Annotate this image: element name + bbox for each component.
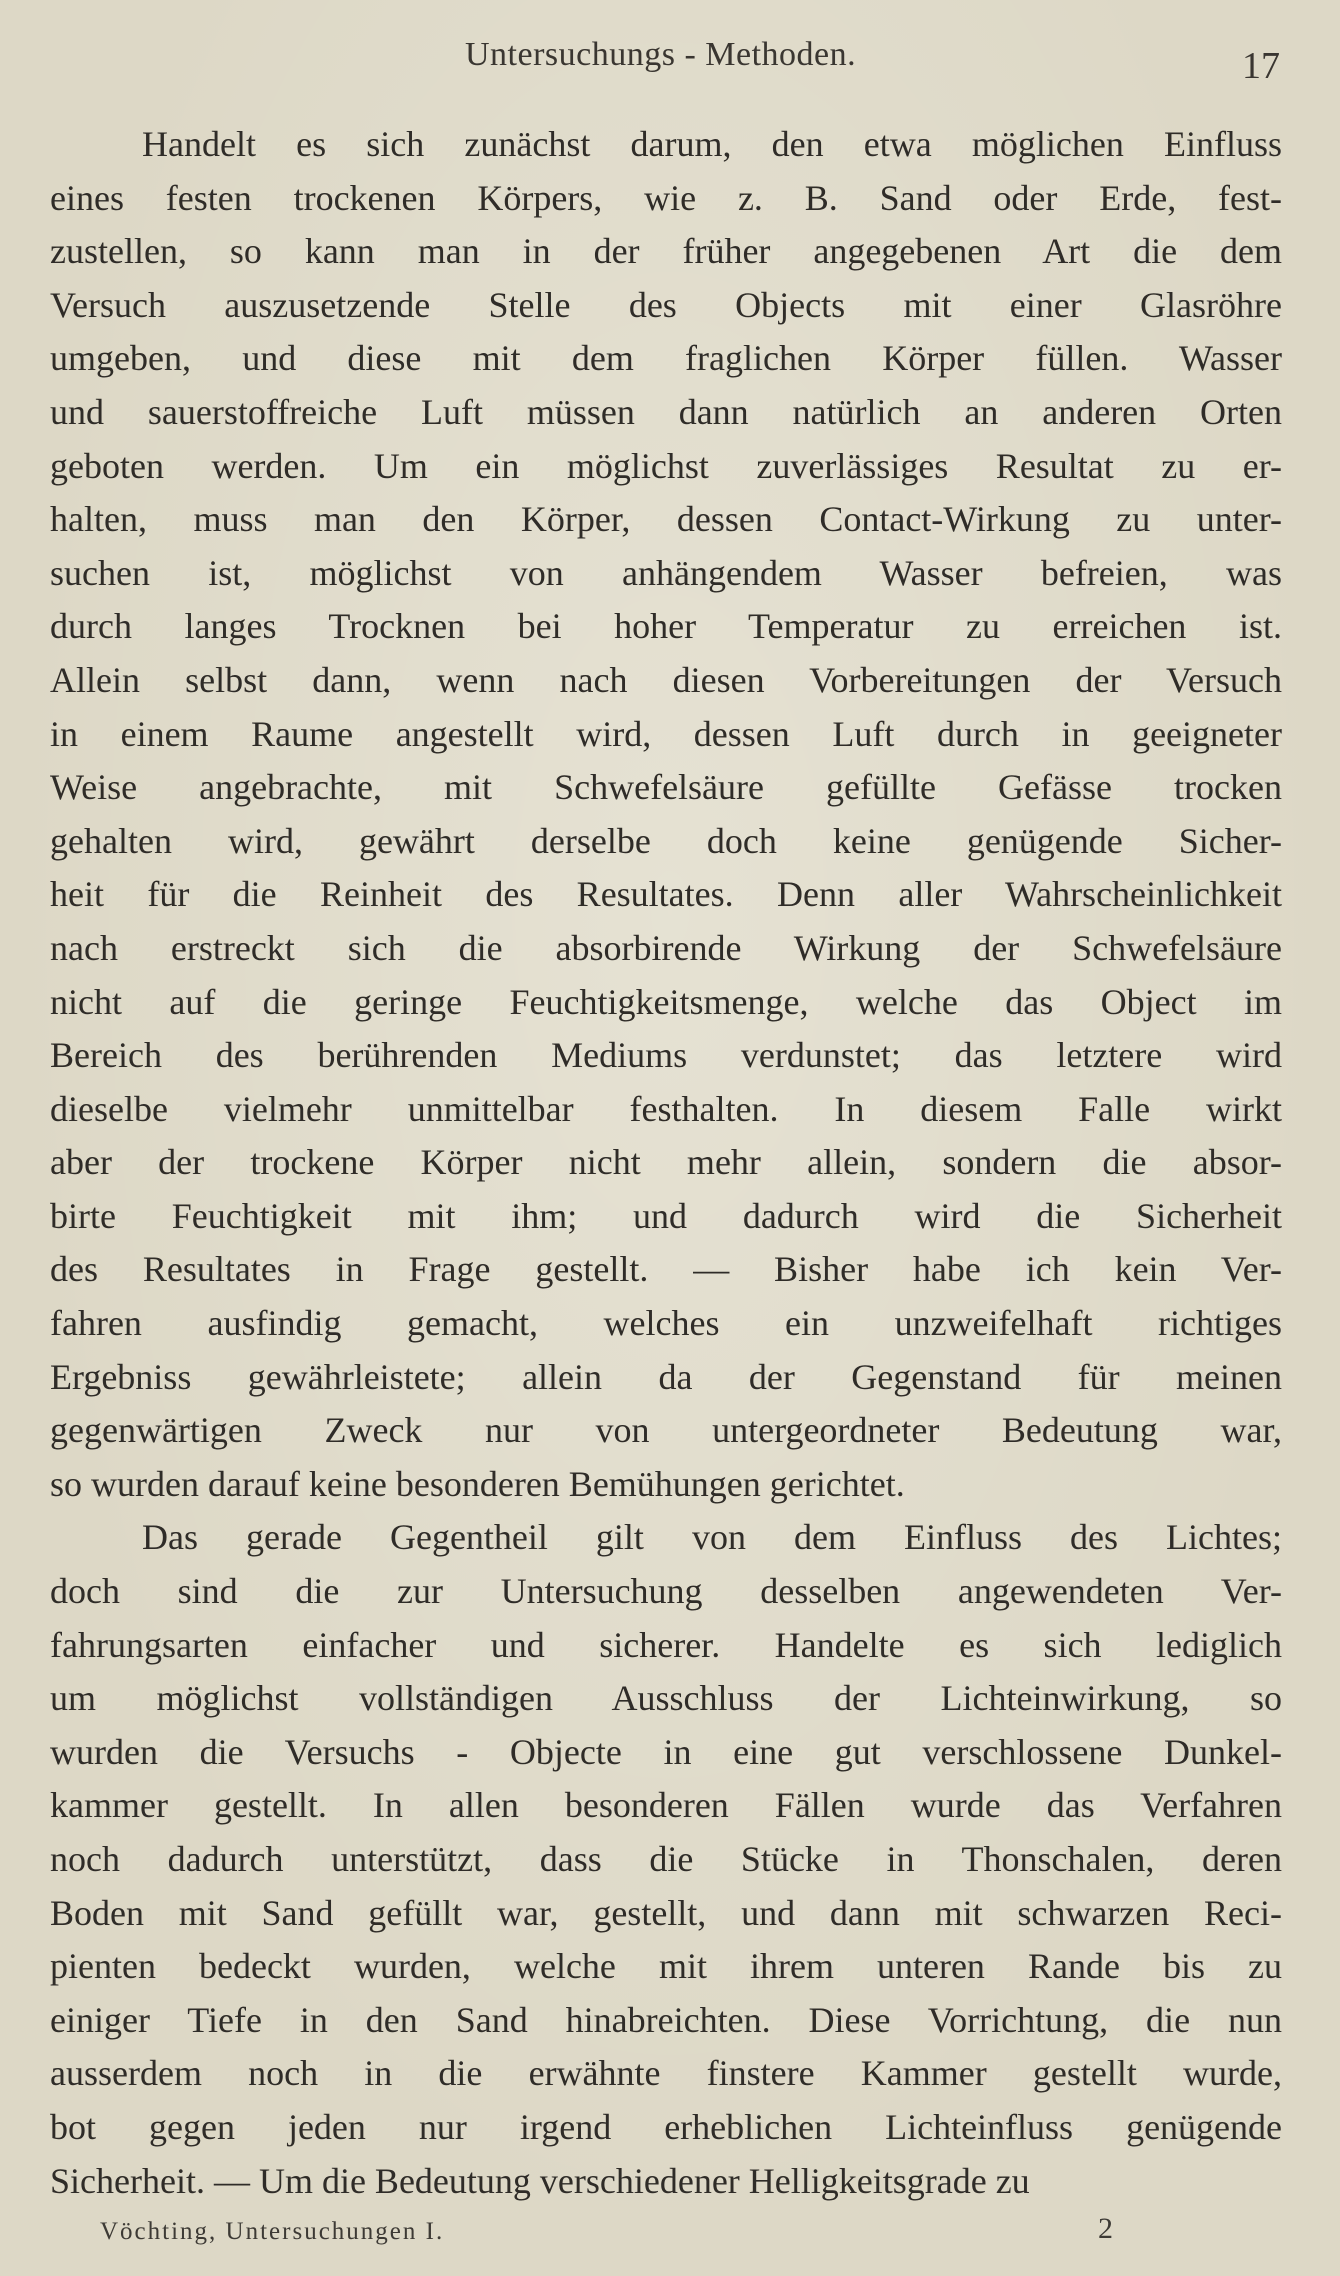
text-line: noch dadurch unterstützt, dass die Stücke in Thonschalen, deren xyxy=(50,1839,1282,1879)
text-line: suchen ist, möglichst von anhängendem Wasser befreien, was xyxy=(50,552,1282,593)
text-line: Handelt es sich zunächst darum, den etwa möglichen Einfluss xyxy=(142,124,1282,164)
text-line: des Resultates in Frage gestellt. — Bisher habe ich kein Ver- xyxy=(50,1249,1282,1290)
running-title: Untersuchungs - Methoden. xyxy=(465,36,857,73)
text-line: fahrungsarten einfacher und sicherer. Handelte es sich lediglich xyxy=(50,1624,1282,1665)
paragraph-soil-contact xyxy=(50,118,1282,1511)
text-line: Allein selbst dann, wenn nach diesen Vorbereitungen der Versuch xyxy=(50,659,1282,700)
paragraph-light-influence xyxy=(50,1511,1282,2208)
text-line: eines festen trockenen Körpers, wie z. B. Sand oder Erde, fest- xyxy=(50,177,1282,218)
body-text xyxy=(50,118,1282,2208)
text-line: so wurden darauf keine besonderen Bemühungen gerichtet. xyxy=(50,1463,905,1504)
text-line: Bereich des berührenden Mediums verdunstet; das letztere wird xyxy=(50,1035,1282,1076)
text-line: gehalten wird, gewährt derselbe doch keine genügende Sicher- xyxy=(50,820,1282,861)
running-head xyxy=(0,32,1340,92)
text-line: bot gegen jeden nur irgend erheblichen Lichteinfluss genügende xyxy=(50,2106,1282,2147)
text-line: geboten werden. Um ein möglichst zuverlässiges Resultat zu er- xyxy=(50,445,1282,486)
text-line: pienten bedeckt wurden, welche mit ihrem unteren Rande bis zu xyxy=(50,1946,1282,1987)
text-line: in einem Raume angestellt wird, dessen Luft durch in geeigneter xyxy=(50,713,1282,754)
text-line: durch langes Trocknen bei hoher Temperatur zu erreichen ist. xyxy=(50,606,1282,647)
text-line: ausserdem noch in die erwähnte finstere Kammer gestellt wurde, xyxy=(50,2053,1282,2094)
text-line: aber der trockene Körper nicht mehr allein, sondern die absor- xyxy=(50,1142,1282,1183)
text-line: halten, muss man den Körper, dessen Contact-Wirkung zu unter- xyxy=(50,499,1282,540)
text-line: Boden mit Sand gefüllt war, gestellt, und dann mit schwarzen Reci- xyxy=(50,1892,1282,1933)
text-line: dieselbe vielmehr unmittelbar festhalten. In diesem Falle wirkt xyxy=(50,1088,1282,1129)
text-line: Das gerade Gegentheil gilt von dem Einfluss des Lichtes; xyxy=(142,1517,1282,1558)
text-line: heit für die Reinheit des Resultates. Denn aller Wahrscheinlichkeit xyxy=(50,874,1282,915)
text-line: Sicherheit. — Um die Bedeutung verschiedener Helligkeitsgrade zu xyxy=(50,2160,1030,2201)
text-line: nach erstreckt sich die absorbirende Wirkung der Schwefelsäure xyxy=(50,927,1282,968)
text-line: und sauerstoffreiche Luft müssen dann natürlich an anderen Orten xyxy=(50,391,1282,432)
text-line: nicht auf die geringe Feuchtigkeitsmenge, welche das Object im xyxy=(50,981,1282,1022)
text-line: kammer gestellt. In allen besonderen Fällen wurde das Verfahren xyxy=(50,1785,1282,1826)
sheet-number: 2 xyxy=(1098,2212,1113,2245)
text-line: umgeben, und diese mit dem fraglichen Körper füllen. Wasser xyxy=(50,338,1282,379)
page-number: 17 xyxy=(1242,45,1280,87)
text-line: gegenwärtigen Zweck nur von untergeordneter Bedeutung war, xyxy=(50,1410,1282,1451)
text-line: einiger Tiefe in den Sand hinabreichten. Diese Vorrichtung, die nun xyxy=(50,1999,1282,2040)
footer-signature: Vöchting, Untersuchungen I. xyxy=(100,2218,445,2245)
text-line: um möglichst vollständigen Ausschluss der Lichteinwirkung, so xyxy=(50,1678,1282,1719)
text-line: wurden die Versuchs - Objecte in eine gut verschlossene Dunkel- xyxy=(50,1731,1282,1772)
text-line: fahren ausfindig gemacht, welches ein unzweifelhaft richtiges xyxy=(50,1303,1282,1344)
text-line: birte Feuchtigkeit mit ihm; und dadurch wird die Sicherheit xyxy=(50,1195,1282,1236)
page-footer xyxy=(0,2212,1340,2258)
text-line: doch sind die zur Untersuchung desselben angewendeten Ver- xyxy=(50,1571,1282,1612)
text-line: Weise angebrachte, mit Schwefelsäure gefüllte Gefässe trocken xyxy=(50,767,1282,808)
text-line: Versuch auszusetzende Stelle des Objects mit einer Glasröhre xyxy=(50,284,1282,325)
text-line: zustellen, so kann man in der früher angegebenen Art die dem xyxy=(50,231,1282,272)
text-line: Ergebniss gewährleistete; allein da der Gegenstand für meinen xyxy=(50,1356,1282,1397)
